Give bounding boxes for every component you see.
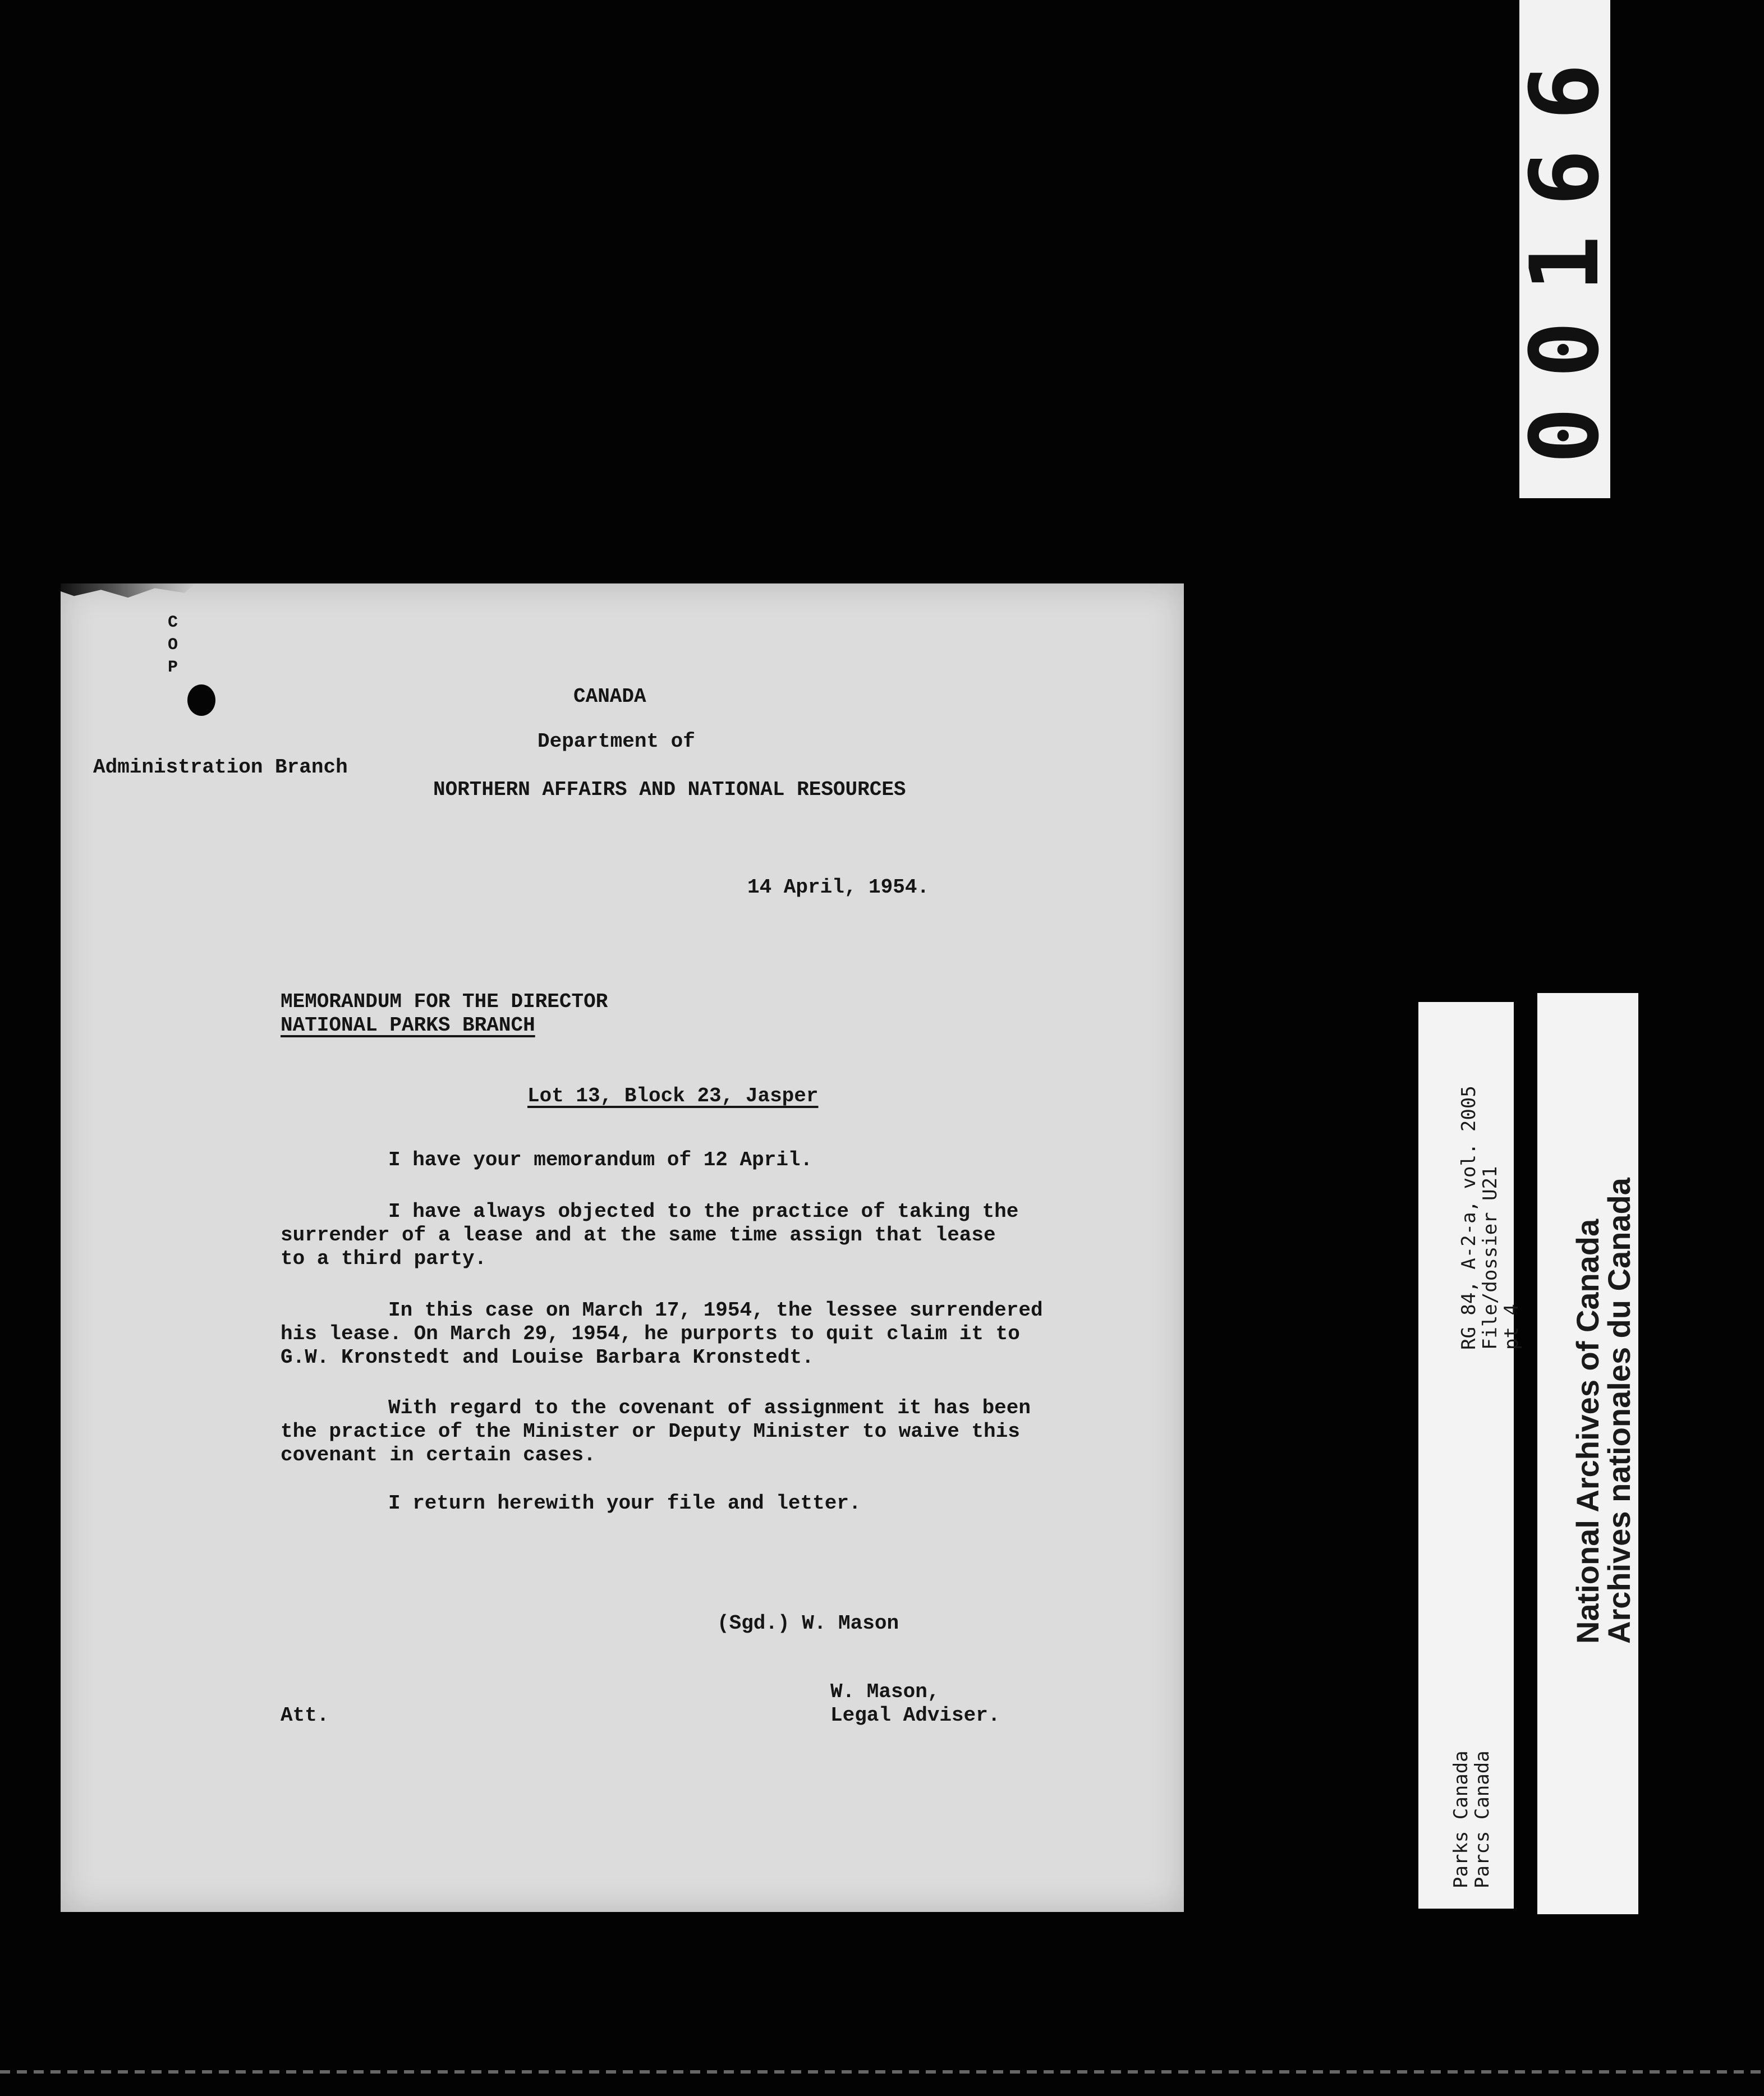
agency-name-en: Parks Canada (1450, 1750, 1472, 1888)
paragraph-line: surrender of a lease and at the same time assign that lease (281, 1224, 996, 1247)
frame-number: 00166 (1510, 34, 1620, 464)
cop-stamp (162, 612, 184, 679)
reference-line: RG 84, A-2-a, vol. 2005 (1458, 1086, 1480, 1350)
signed-line: (Sgd.) W. Mason (717, 1612, 899, 1635)
paragraph-line: to a third party. (281, 1247, 487, 1270)
cop-letter: P (167, 658, 178, 677)
cop-letter: O (167, 636, 178, 655)
paragraph-line: I have your memorandum of 12 April. (388, 1148, 813, 1171)
paragraph-line: covenant in certain cases. (281, 1444, 596, 1467)
letterhead-department: Department of (538, 730, 695, 753)
paragraph-line: his lease. On March 29, 1954, he purports to quit claim it to (281, 1322, 1020, 1345)
paragraph-line: In this case on March 17, 1954, the lessee surrendered (388, 1299, 1043, 1322)
film-edge-marks (0, 2070, 1764, 2074)
archives-name-en: National Archives of Canada (1570, 1219, 1605, 1644)
signatory-title: Legal Adviser. (830, 1704, 1000, 1727)
archive-reference-label (1418, 1002, 1523, 1909)
reference-line: File/dossier U21 (1479, 1166, 1501, 1350)
signatory-name: W. Mason, (830, 1680, 940, 1703)
memo-subject: Lot 13, Block 23, Jasper (527, 1084, 819, 1107)
paragraph-line: I have always objected to the practice of taking the (388, 1200, 1019, 1223)
paragraph-line: I return herewith your file and letter. (388, 1492, 861, 1515)
cop-letter: C (167, 613, 178, 632)
attachment-note: Att. (281, 1704, 329, 1727)
branch-name: Administration Branch (93, 756, 348, 779)
torn-corner (61, 583, 195, 599)
national-archives-label (1537, 993, 1638, 1914)
addressee-line2: NATIONAL PARKS BRANCH (281, 1014, 535, 1037)
letterhead-ministry: NORTHERN AFFAIRS AND NATIONAL RESOURCES (433, 778, 906, 801)
memo-date: 14 April, 1954. (747, 876, 930, 899)
agency-name-fr: Parcs Canada (1471, 1750, 1494, 1888)
letterhead-country: CANADA (573, 685, 646, 708)
punch-hole (187, 684, 215, 716)
addressee-line1: MEMORANDUM FOR THE DIRECTOR (281, 990, 608, 1013)
paragraph-line: the practice of the Minister or Deputy Minister to waive this (281, 1420, 1020, 1443)
reference-line: pt 4 (1500, 1304, 1523, 1350)
archives-name-fr: Archives nationales du Canada (1601, 1178, 1637, 1644)
paragraph-line: G.W. Kronstedt and Louise Barbara Kronstedt. (281, 1346, 814, 1369)
paragraph-line: With regard to the covenant of assignment it has been (388, 1396, 1031, 1419)
memorandum-sheet (61, 583, 1184, 1912)
